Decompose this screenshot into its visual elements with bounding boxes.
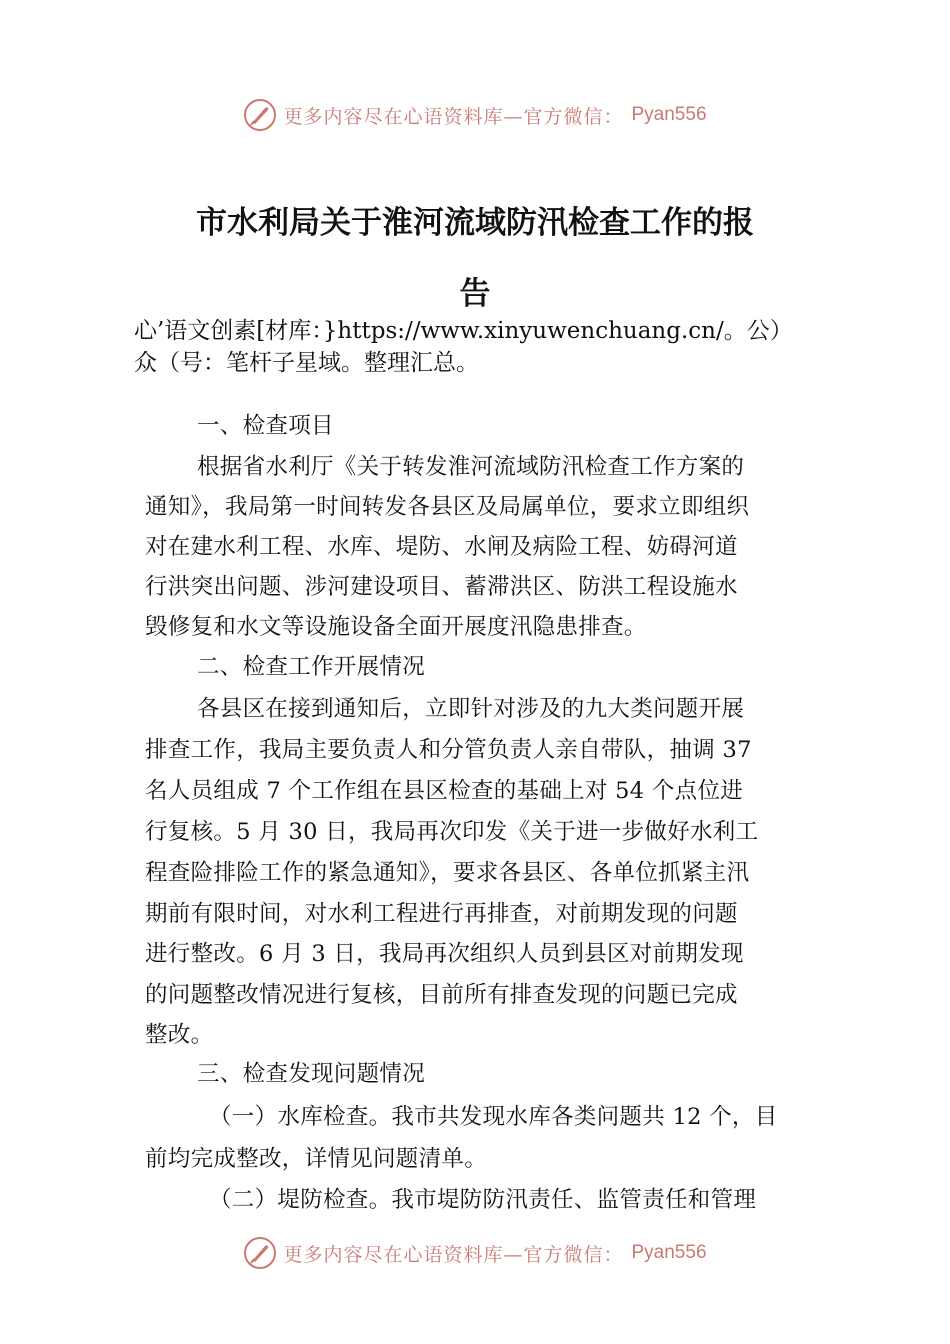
banner-text: 更多内容尽在心语资料库—官方微信： [283,105,624,128]
body-line: 期前有限时间，对水利工程进行再排查，对前期发现的问题 [145,901,738,927]
body-line: 整改。 [145,1022,214,1048]
body-line: 根据省水利厅《关于转发淮河流域防汛检查工作方案的 [197,454,745,480]
wechat-id: Pyan556 [631,104,707,125]
body-line: 名人员组成 7 个工作组在县区检查的基础上对 54 个点位进 [145,778,744,804]
body-line: 毁修复和水文等设施设备全面开展度汛隐患排查。 [145,614,647,640]
body-line: 的问题整改情况进行复核，目前所有排查发现的问题已完成 [145,982,738,1008]
quill-pen-logo-icon [243,1236,277,1270]
section-heading-1: 一、检查项目 [197,413,334,439]
source-note-line-1: 心’语文创素[材库：}https://www.xinyuwenchuang.cn/。公） [134,318,793,344]
body-line: 排查工作，我局主要负责人和分管负责人亲自带队，抽调 37 [145,737,752,763]
wechat-id: Pyan556 [631,1242,707,1263]
quill-pen-logo-icon [243,98,277,132]
document-title-line-2: 告 [459,276,491,312]
body-line: 行复核。5 月 30 日，我局再次印发《关于进一步做好水利工 [145,819,759,845]
body-line: 对在建水利工程、水库、堤防、水闸及病险工程、妨碍河道 [145,534,738,560]
banner-text: 更多内容尽在心语资料库—官方微信： [283,1243,624,1266]
bottom-banner [0,1233,950,1273]
body-line: 前均完成整改，详情见问题清单。 [145,1146,488,1172]
section-heading-2: 二、检查工作开展情况 [197,654,426,680]
body-line: 各县区在接到通知后，立即针对涉及的九大类问题开展 [197,696,745,722]
section-heading-3: 三、检查发现问题情况 [197,1061,426,1087]
body-line: （二）堤防检查。我市堤防防汛责任、监管责任和管理 [209,1187,757,1213]
body-line: 通知》，我局第一时间转发各县区及局属单位，要求立即组织 [145,494,750,520]
body-line: （一）水库检查。我市共发现水库各类问题共 12 个，目 [209,1104,778,1130]
body-line: 程查险排险工作的紧急通知》，要求各县区、各单位抓紧主汛 [145,860,750,886]
document-title-line-1: 市水利局关于淮河流域防汛检查工作的报 [196,205,754,241]
source-note-line-2: 众（号：笔杆子星域。整理汇总。 [134,350,479,376]
top-banner [0,95,950,135]
body-line: 行洪突出问题、涉河建设项目、蓄滞洪区、防洪工程设施水 [145,574,738,600]
body-line: 进行整改。6 月 3 日，我局再次组织人员到县区对前期发现 [145,941,744,967]
